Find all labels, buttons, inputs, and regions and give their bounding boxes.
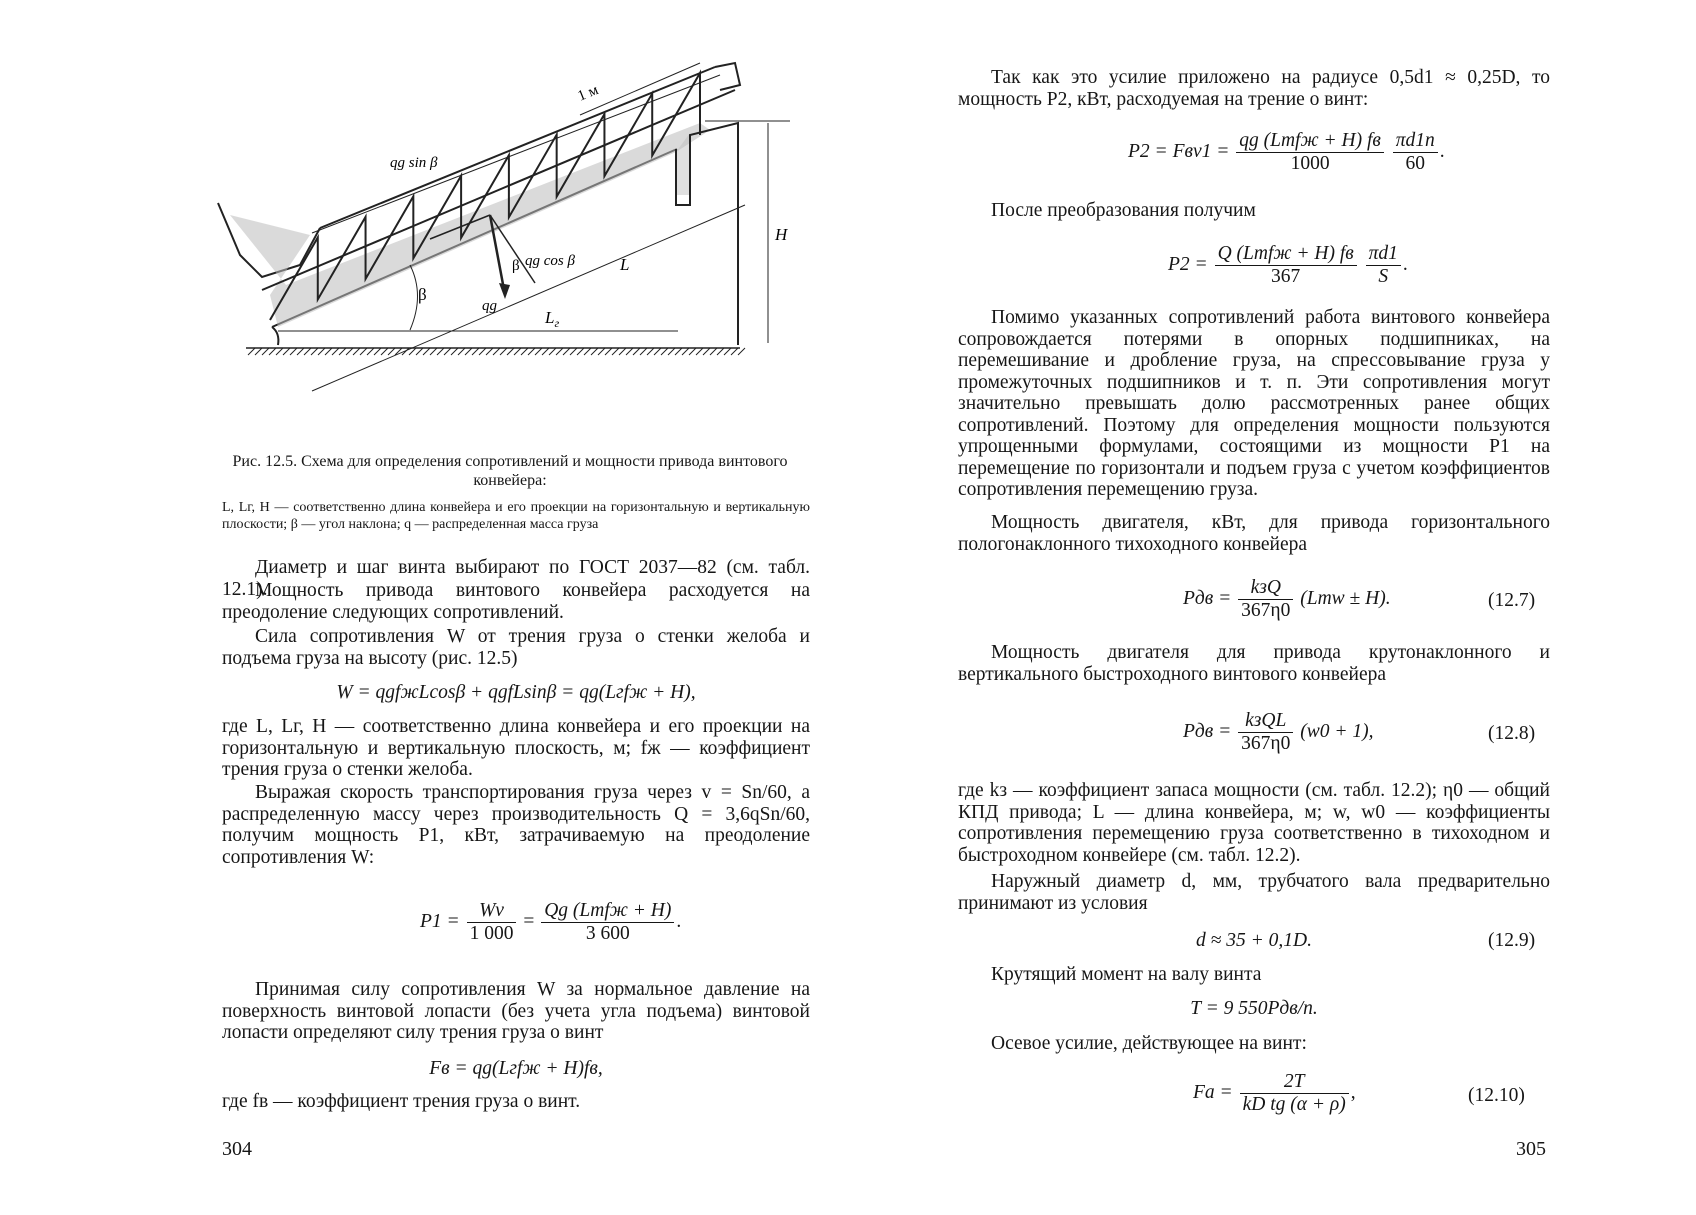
- label-H: H: [775, 225, 788, 244]
- equation-P1: P1 = $\frac{Wv}{1 000}$ = $\frac{\text{Qg (Lтfж + H)}}{3 600}$ .: [420, 900, 682, 944]
- figure-caption: Рис. 12.5. Схема для определения сопротивлений и мощности привода винтового конвейера:: [232, 453, 788, 489]
- label-1m: 1 м: [575, 82, 601, 105]
- equation-number-12-10: (12.10): [1468, 1085, 1525, 1106]
- para-power-drive: Мощность привода винтового конвейера расходуется на преодоление следующих сопротивлений.: [222, 580, 810, 623]
- equation-12-10: Fa = $\frac{2T}{\text{kD tg (α + ρ)}}$ ,: [1193, 1071, 1356, 1115]
- para-torque: Крутящий момент на валу винта: [991, 964, 1262, 985]
- para-motor-power-steep: Мощность двигателя для привода крутонаклонного и вертикального быстроходного винтового конвейера: [958, 642, 1550, 685]
- equation-number-12-9: (12.9): [1488, 930, 1536, 951]
- equation-number-12-8: (12.8): [1488, 723, 1536, 744]
- para-after-transform: После преобразования получим: [991, 200, 1256, 221]
- label-qg-sin: qg sin β: [390, 155, 438, 171]
- para-speed: Выражая скорость транспортирования груза через v = Sn/60, а распределенную массу через производительность Q = 3,6qSn/60, получим мощность P1, кВт, затрачиваемую на преодоление сопротивления W:: [222, 782, 810, 868]
- para-normal-pressure: Принимая силу сопротивления W за нормальное давление на поверхность винтовой лопасти (без учета угла подъема) винтовой лопасти определяют силу трения груза о винт: [222, 979, 810, 1043]
- conveyor-diagram: [200, 55, 820, 410]
- equation-P2-second: P2 = $\frac{\text{Q (Lтfж + H) fв}}{367}$ $\frac{\pi d1}{S}$ .: [1168, 243, 1408, 287]
- equation-12-7: Pдв = $\frac{\text{kзQ}}{367\eta 0}$ (Lтw ± H).: [1183, 577, 1391, 621]
- page-number-left: 304: [222, 1138, 252, 1160]
- figure-legend: L, Lг, H — соответственно длина конвейера и его проекции на горизонтальную и вертикальную плоскости; β — угол наклона; q — распределенная масса груза: [222, 500, 810, 532]
- label-qg: qg: [482, 298, 497, 314]
- para-where-L: где L, Lг, H — соответственно длина конвейера и его проекции на горизонтальную и вертикальную плоскость, м; fж — коэффициент трения груза о стенки желоба.: [222, 716, 810, 780]
- equation-P2-first: P2 = Fвv1 = $\frac{\text{qg (Lтfж + H) fв}}{1000}$ $\frac{\pi d1n}{60}$ .: [1128, 130, 1445, 174]
- label-qg-cos: qg cos β: [525, 253, 575, 269]
- label-beta-small: β: [512, 258, 520, 274]
- para-other-resistances: Помимо указанных сопротивлений работа винтового конвейера сопровождается потерями в опорных подшипниках, на перемешивание и дробление груза, на спрессовывание груза у промежуточных подшипников и т. п. Эти сопротивления могут значительно превышать долю рассмотренных ранее общих сопротивлений. Поэтому для определения мощности пользуются упрощенными формулами, состоящими из мощности P1 на перемещение по горизонтали и подъем груза с учетом коэффициентов сопротивления перемещению груза.: [958, 307, 1550, 500]
- equation-12-8: Pдв = $\frac{\text{kзQL}}{367\eta 0}$ (w0 + 1),: [1183, 710, 1374, 754]
- para-axial-force: Осевое усилие, действующее на винт:: [991, 1033, 1307, 1054]
- para-diameter: Диаметр и шаг винта выбирают по ГОСТ 2037—82 (см. табл. 12.1).: [222, 557, 810, 600]
- page-number-right: 305: [1516, 1138, 1546, 1160]
- para-where-k: где kз — коэффициент запаса мощности (см. табл. 12.2); η0 — общий КПД привода; L — длина конвейера, м; w, w0 — коэффициенты сопротивления перемещению груза соответственно в тихоходном и быстроходном конвейере (см. табл. 12.2).: [958, 780, 1550, 866]
- para-radius: Так как это усилие приложено на радиусе 0,5d1 ≈ 0,25D, то мощность P2, кВт, расходуемая на трение о винт:: [958, 67, 1550, 110]
- equation-12-9: d ≈ 35 + 0,1D.: [1196, 930, 1312, 951]
- label-L: L: [620, 255, 630, 274]
- para-outer-diameter: Наружный диаметр d, мм, трубчатого вала предварительно принимают из условия: [958, 871, 1550, 914]
- equation-W: W = qgfжLcosβ + qgfLsinβ = qg(Lгfж + H),: [336, 682, 696, 703]
- label-Lg: $L_г$: [545, 308, 560, 330]
- equation-T: T = 9 550Pдв/n.: [1190, 998, 1318, 1019]
- equation-number-12-7: (12.7): [1488, 590, 1536, 611]
- equation-Fv: Fв = qg(Lгfж + H)fв,: [429, 1058, 603, 1079]
- para-where-fv: где fв — коэффициент трения груза о винт.: [222, 1091, 581, 1112]
- para-motor-power-gentle: Мощность двигателя, кВт, для привода горизонтального пологонаклонного тихоходного конвейера: [958, 512, 1550, 555]
- para-resistance-force: Сила сопротивления W от трения груза о стенки желоба и подъема груза на высоту (рис. 12.5): [222, 626, 810, 669]
- label-beta-big: β: [418, 285, 427, 304]
- right-page: [848, 0, 1696, 1215]
